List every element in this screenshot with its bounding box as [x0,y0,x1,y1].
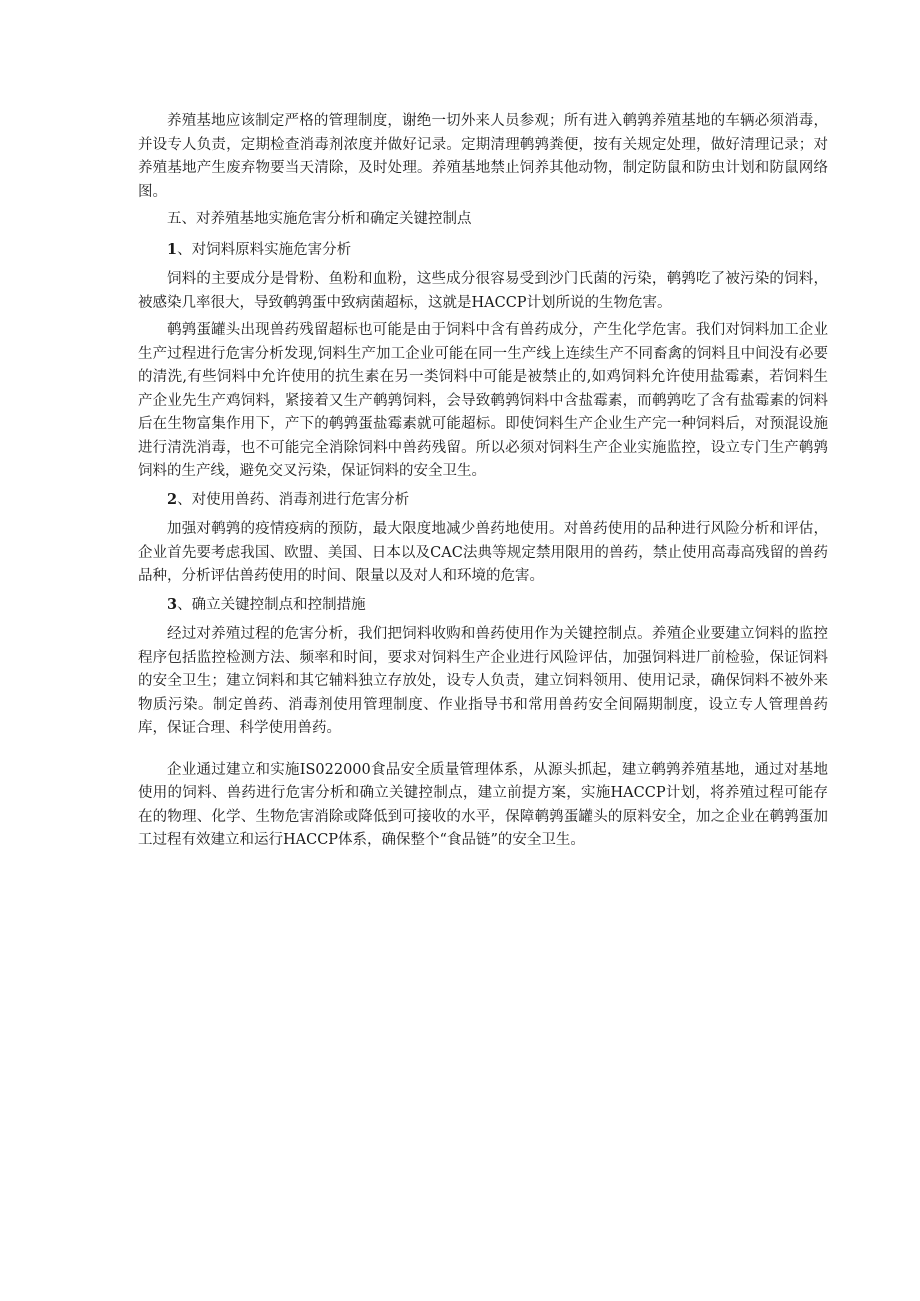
subheading-text: 、确立关键控制点和控制措施 [177,596,366,613]
subheading-number: 1 [167,240,178,258]
subheading-text: 、对饲料原料实施危害分析 [177,241,352,258]
subheading-number: 2 [167,490,178,508]
paragraph-base-management: 养殖基地应该制定严格的管理制度，谢绝一切外来人员参观；所有进入鹌鹑养殖基地的车辆必须消毒，并设专人负责，定期检查消毒剂浓度并做好记录。定期清理鹌鹑粪便，按有关规定处理，做好清理记录；对养殖基地产生废弃物要当天清除，及时处理。养殖基地禁止饲养其他动物，制定防鼠和防虫计划和防鼠网络图。 [138,113,828,200]
document-page [138,110,828,857]
subheading-number: 3 [167,595,178,613]
paragraph-control-measures: 经过对养殖过程的危害分析，我们把饲料收购和兽药使用作为关键控制点。养殖企业要建立饲料的监控程序包括监控检测方法、频率和时间，要求对饲料生产企业进行风险评估，加强饲料进厂前检验，保证饲料的安全卫生；建立饲料和其它辅料独立存放处，设专人负责，建立饲料领用、使用记录，确保饲料不被外来物质污染。制定兽药、消毒剂使用管理制度、作业指导书和常用兽药安全间隔期制度，设立专人管理兽药库，保证合理、科学使用兽药。 [138,626,828,736]
subheading-critical-control-points [138,593,828,618]
paragraph-drug-risk-assessment: 加强对鹌鹑的疫情疫病的预防，最大限度地减少兽药地使用。对兽药使用的品种进行风险分析和评估，企业首先要考虑我国、欧盟、美国、日本以及CAC法典等规定禁用限用的兽药，禁止使用高毒高残留的兽药品种，分析评估兽药使用的时间、限量以及对人和环境的危害。 [138,521,828,584]
subheading-feed-hazard [138,238,828,263]
subheading-veterinary-drug [138,488,828,513]
paragraph-feed-biological-hazard: 饲料的主要成分是骨粉、鱼粉和血粉，这些成分很容易受到沙门氏菌的污染，鹌鹑吃了被污染的饲料，被感染几率很大，导致鹌鹑蛋中致病菌超标，这就是HACCP计划所说的生物危害。 [138,271,828,311]
paragraph-feed-chemical-hazard: 鹌鹑蛋罐头出现兽药残留超标也可能是由于饲料中含有兽药成分，产生化学危害。我们对饲料加工企业生产过程进行危害分析发现,饲料生产加工企业可能在同一生产线上连续生产不同畜禽的饲料且中间没有必要的清洗,有些饲料中允许使用的抗生素在另一类饲料中可能是被禁止的,如鸡饲料允许使用盐霉素，若饲料生产企业先生产鸡饲料，紧接着又生产鹌鹑饲料，会导致鹌鹑饲料中含盐霉素，而鹌鹑吃了含有盐霉素的饲料后在生物富集作用下，产下的鹌鹑蛋盐霉素就可能超标。即使饲料生产企业生产完一种饲料后，对预混设施进行清洗消毒，也不可能完全消除饲料中兽药残留。所以必须对饲料生产企业实施监控，设立专门生产鹌鹑饲料的生产线，避免交叉污染，保证饲料的安全卫生。 [138,322,828,479]
paragraph-spacer [138,745,828,759]
subheading-text: 、对使用兽药、消毒剂进行危害分析 [177,491,410,508]
paragraph-conclusion: 企业通过建立和实施IS022000食品安全质量管理体系，从源头抓起，建立鹌鹑养殖基地，通过对基地使用的饲料、兽药进行危害分析和确立关键控制点，建立前提方案，实施HACCP计划，将养殖过程可能存在的物理、化学、生物危害消除或降低到可接收的水平，保障鹌鹑蛋罐头的原料安全，加之企业在鹌鹑蛋加工过程有效建立和运行HACCP体系，确保整个“食品链”的安全卫生。 [138,761,828,848]
section-heading-five: 五、对养殖基地实施危害分析和确定关键控制点 [167,211,472,227]
